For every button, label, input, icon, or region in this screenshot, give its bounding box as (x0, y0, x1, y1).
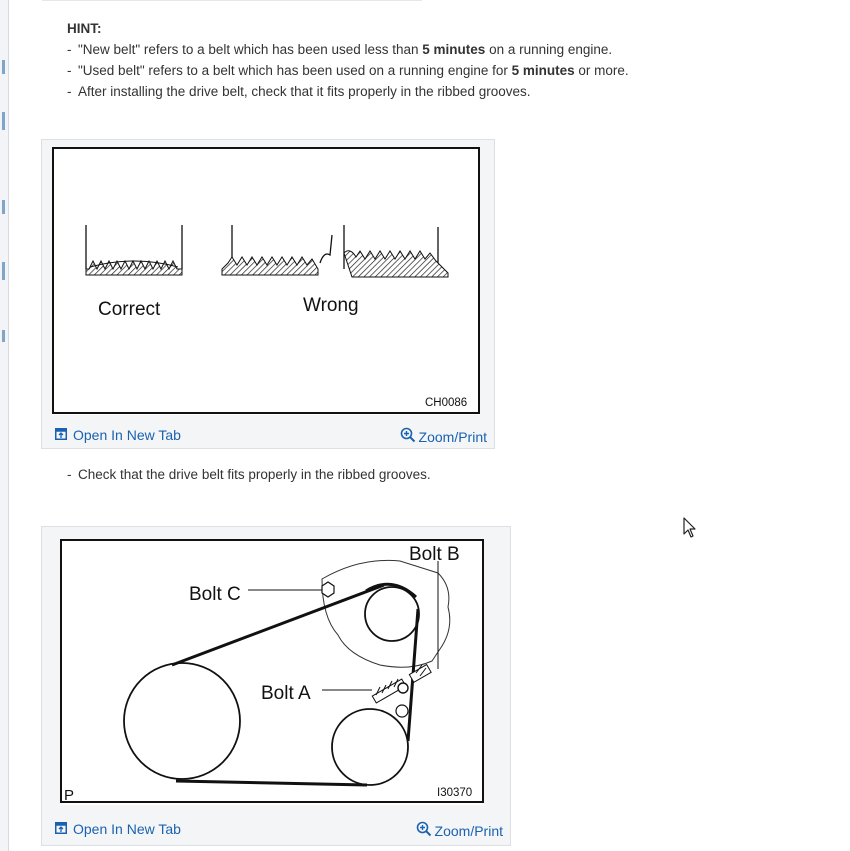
pivot-bolt (396, 705, 408, 717)
open-in-new-tab-label: Open In New Tab (73, 427, 181, 443)
figure-code: CH0086 (425, 397, 468, 409)
belt-fit-diagram (52, 147, 480, 415)
figure-footer (42, 421, 494, 449)
left-edge-panel (0, 0, 9, 851)
hint-title: HINT: (67, 21, 102, 36)
zoom-print-link[interactable] (400, 427, 487, 446)
open-in-new-tab-link[interactable] (55, 821, 181, 837)
open-in-new-tab-icon (55, 821, 67, 837)
wrong-label: Wrong (303, 295, 359, 316)
left-edge-marker (2, 60, 5, 74)
left-edge-marker (2, 112, 5, 130)
wrong-belt-drawing-2 (344, 225, 448, 277)
hint-text: on a running engine. (485, 42, 613, 57)
figure-image (60, 539, 484, 805)
figure-p-label: P (64, 787, 75, 804)
hint-item (67, 39, 629, 60)
hint-text: "New belt" refers to a belt which has been used less than (78, 42, 423, 57)
adjusting-bolt (372, 665, 431, 703)
hint-item (67, 81, 629, 102)
figure-image (52, 147, 480, 415)
diagram-frame (53, 148, 479, 413)
open-in-new-tab-label: Open In New Tab (73, 821, 181, 837)
hint-bullet: - (67, 42, 72, 57)
zoom-in-icon (400, 427, 416, 446)
correct-label: Correct (98, 299, 161, 320)
caption-bullet: - (67, 467, 72, 482)
hint-bullet: - (67, 63, 72, 78)
alternator-pulley (365, 587, 419, 641)
bolt-c-head (322, 582, 334, 597)
open-in-new-tab-link[interactable] (55, 427, 181, 443)
hint-list (67, 39, 629, 102)
left-edge-marker (2, 330, 5, 342)
hint-emphasis: 5 minutes (422, 42, 486, 57)
left-edge-marker (2, 262, 5, 280)
bolt-c-label: Bolt C (189, 584, 241, 605)
caption-text: Check that the drive belt fits properly in the ribbed grooves. (78, 467, 431, 482)
hint-bullet: - (67, 84, 72, 99)
zoom-print-label: Zoom/Print (418, 428, 487, 445)
zoom-print-link[interactable] (416, 821, 503, 840)
zoom-in-icon (416, 821, 432, 840)
mouse-cursor-icon (683, 517, 697, 544)
wrong-belt-drawing-1 (222, 225, 332, 275)
left-edge-marker (2, 200, 5, 214)
hint-emphasis: 5 minutes (511, 63, 575, 78)
belt-routing-diagram (60, 539, 484, 805)
figure-footer (42, 815, 510, 843)
top-divider (42, 0, 422, 1)
open-in-new-tab-icon (55, 427, 67, 443)
figure-code: I30370 (437, 787, 473, 799)
hint-text: "Used belt" refers to a belt which has been used on a running engine for (78, 63, 512, 78)
bolt-a-label: Bolt A (261, 683, 311, 704)
bolt-b-label: Bolt B (409, 544, 460, 565)
hint-item (67, 60, 629, 81)
crankshaft-pulley (124, 663, 240, 779)
hint-section (67, 18, 629, 102)
figure-belt-fit (41, 139, 495, 449)
correct-belt-drawing (86, 225, 182, 275)
idler-pulley (332, 709, 408, 785)
figure-belt-routing (41, 526, 511, 846)
hint-text: After installing the drive belt, check that it fits properly in the ribbed grooves. (78, 84, 531, 99)
zoom-print-label: Zoom/Print (434, 822, 503, 839)
hint-text: or more. (574, 63, 629, 78)
check-instruction (67, 467, 431, 482)
